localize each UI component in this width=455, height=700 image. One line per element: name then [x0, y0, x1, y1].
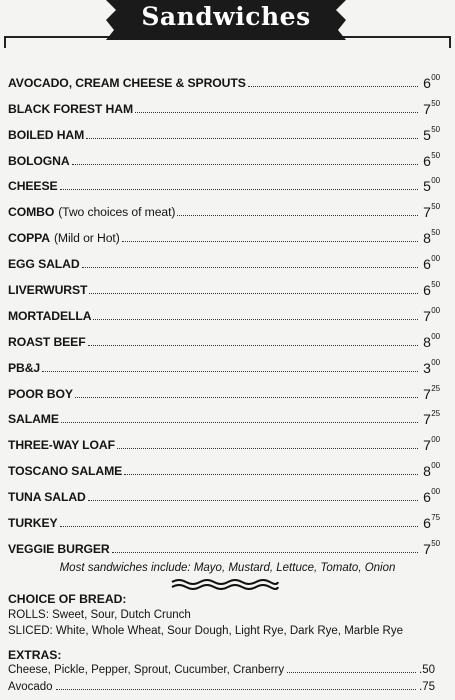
item-price: [420, 305, 440, 324]
price-dollars: 6: [423, 282, 431, 299]
price-cents: 50: [431, 150, 440, 160]
dot-leader: [42, 371, 418, 372]
dot-leader: [82, 267, 418, 268]
dot-leader: [93, 319, 418, 320]
item-name: BOLOGNA: [8, 153, 70, 168]
price-cents: 00: [431, 72, 440, 82]
extra-name: Cheese, Pickle, Pepper, Sprout, Cucumber, Cranberry: [8, 664, 285, 676]
menu-item-row: [8, 504, 440, 530]
extra-price: .50: [419, 664, 435, 676]
extras-heading: EXTRAS:: [8, 648, 62, 662]
price-dollars: 8: [423, 333, 431, 350]
item-price: [420, 487, 440, 506]
menu-item-row: [8, 90, 440, 116]
item-name: ROAST BEEF: [8, 334, 86, 349]
item-price: [420, 331, 440, 350]
extra-name: Avocado: [8, 681, 53, 693]
price-dollars: 6: [423, 152, 431, 169]
bread-sliced: SLICED: White, Whole Wheat, Sour Dough, Light Rye, Dark Rye, Marble Rye: [8, 625, 403, 637]
dot-leader: [248, 86, 418, 87]
price-dollars: 6: [423, 256, 431, 273]
item-name: TOSCANO SALAME: [8, 464, 123, 479]
extra-row: [8, 664, 435, 676]
menu-item-row: [8, 245, 440, 271]
price-dollars: 7: [423, 385, 431, 402]
menu-item-row: [8, 401, 440, 427]
price-dollars: 8: [423, 230, 431, 247]
extra-row: [8, 681, 435, 693]
menu-item-row: [8, 349, 440, 375]
item-name: THREE-WAY LOAF: [8, 438, 115, 453]
extra-price: .75: [419, 681, 435, 693]
item-price: [420, 538, 440, 557]
price-cents: 00: [431, 254, 440, 264]
price-dollars: 7: [423, 204, 431, 221]
header: [0, 0, 455, 52]
dot-leader: [122, 241, 418, 242]
price-dollars: 7: [423, 100, 431, 117]
item-price: [420, 357, 440, 376]
item-price: [420, 280, 440, 299]
item-name: TUNA SALAD: [8, 490, 86, 505]
item-price: [420, 254, 440, 273]
item-name: SALAME: [8, 412, 59, 427]
item-name: TURKEY: [8, 516, 58, 531]
menu-item-row: [8, 116, 440, 142]
dot-leader: [61, 422, 418, 423]
item-price: [420, 461, 440, 480]
menu-item-row: [8, 142, 440, 168]
price-cents: 25: [431, 383, 440, 393]
item-name: AVOCADO, CREAM CHEESE & SPROUTS: [8, 75, 246, 90]
item-name: LIVERWURST: [8, 283, 88, 298]
item-price: [420, 176, 440, 195]
dot-leader: [135, 112, 418, 113]
price-cents: 50: [431, 98, 440, 108]
price-dollars: 7: [423, 540, 431, 557]
item-name: POOR BOY: [8, 386, 73, 401]
menu-item-row: [8, 375, 440, 401]
item-name: BLACK FOREST HAM: [8, 101, 134, 116]
price-cents: 00: [431, 305, 440, 315]
item-price: [420, 513, 440, 532]
price-cents: 50: [431, 202, 440, 212]
dot-leader: [60, 526, 418, 527]
item-price: [420, 124, 440, 143]
menu-item-row: [8, 64, 440, 90]
item-price: [420, 383, 440, 402]
bread-rolls: ROLLS: Sweet, Sour, Dutch Crunch: [8, 609, 191, 621]
menu-item-row: [8, 426, 440, 452]
menu-item-row: [8, 452, 440, 478]
price-dollars: 5: [423, 178, 431, 195]
dot-leader: [112, 552, 418, 553]
item-name: BOILED HAM: [8, 127, 85, 142]
item-price: [420, 98, 440, 117]
menu-item-row: [8, 168, 440, 194]
item-name: MORTADELLA: [8, 308, 92, 323]
menu-item-row: [8, 478, 440, 504]
menu-item-row: [8, 219, 440, 245]
page-title: Sandwiches: [141, 2, 311, 31]
dot-leader: [72, 164, 418, 165]
price-cents: 00: [431, 435, 440, 445]
title-banner: [106, 0, 346, 40]
dot-leader: [89, 293, 418, 294]
dot-leader: [287, 672, 416, 673]
item-name: COMBO: [8, 205, 55, 220]
price-dollars: 8: [423, 463, 431, 480]
price-cents: 00: [431, 461, 440, 471]
item-name: PB&J: [8, 360, 41, 375]
sandwich-list: [8, 64, 440, 556]
frame-right-edge: [449, 36, 451, 48]
item-note: (Two choices of meat): [58, 205, 176, 220]
price-cents: 00: [431, 487, 440, 497]
price-cents: 50: [431, 228, 440, 238]
item-price: [420, 409, 440, 428]
dot-leader: [88, 500, 418, 501]
dot-leader: [56, 689, 416, 690]
item-name: CHEESE: [8, 179, 58, 194]
price-dollars: 6: [423, 489, 431, 506]
menu-item-row: [8, 193, 440, 219]
bread-heading: CHOICE OF BREAD:: [8, 592, 127, 606]
price-dollars: 5: [423, 126, 431, 143]
item-price: [420, 202, 440, 221]
menu-item-row: [8, 271, 440, 297]
item-note: (Mild or Hot): [53, 231, 120, 246]
price-dollars: 7: [423, 411, 431, 428]
menu-item-row: [8, 530, 440, 556]
menu-item-row: [8, 323, 440, 349]
dot-leader: [60, 189, 418, 190]
price-cents: 50: [431, 538, 440, 548]
dot-leader: [88, 345, 418, 346]
price-dollars: 6: [423, 515, 431, 532]
dot-leader: [75, 397, 418, 398]
price-cents: 00: [431, 331, 440, 341]
item-price: [420, 435, 440, 454]
price-cents: 00: [431, 176, 440, 186]
item-price: [420, 72, 440, 91]
dot-leader: [117, 448, 418, 449]
price-dollars: 7: [423, 437, 431, 454]
price-cents: 75: [431, 513, 440, 523]
dot-leader: [177, 215, 418, 216]
dot-leader: [86, 138, 418, 139]
price-dollars: 3: [423, 359, 431, 376]
price-cents: 00: [431, 357, 440, 367]
price-cents: 50: [431, 124, 440, 134]
price-cents: 25: [431, 409, 440, 419]
menu-item-row: [8, 297, 440, 323]
item-name: VEGGIE BURGER: [8, 541, 110, 556]
price-dollars: 7: [423, 307, 431, 324]
frame-left-edge: [4, 36, 6, 48]
item-name: EGG SALAD: [8, 257, 80, 272]
item-name: COPPA: [8, 231, 50, 246]
item-price: [420, 150, 440, 169]
dot-leader: [124, 474, 418, 475]
item-price: [420, 228, 440, 247]
price-dollars: 6: [423, 74, 431, 91]
squiggle-divider-icon: [170, 578, 280, 590]
price-cents: 50: [431, 280, 440, 290]
includes-note: Most sandwiches include: Mayo, Mustard, Lettuce, Tomato, Onion: [59, 562, 396, 574]
